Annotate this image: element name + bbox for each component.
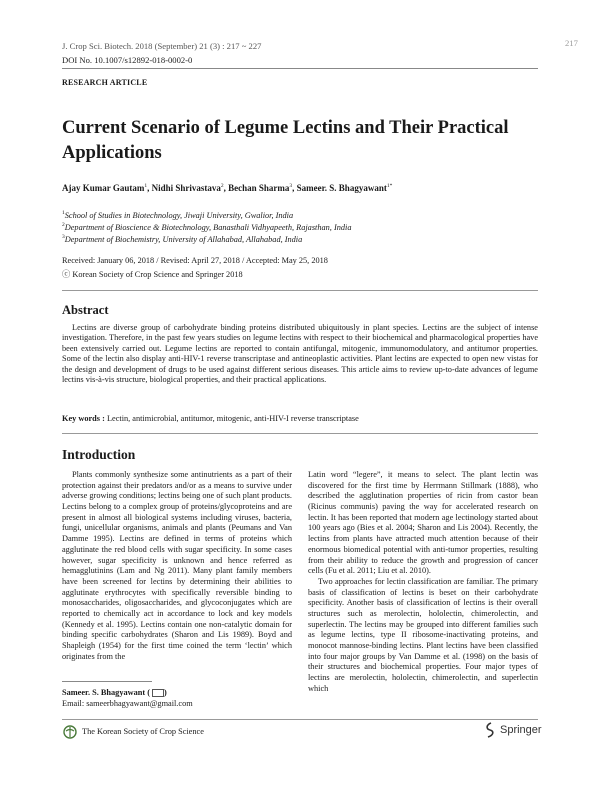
- corresponding-email[interactable]: Email: sameerbhagyawant@gmail.com: [62, 699, 193, 708]
- keywords-label: Key words :: [62, 414, 105, 423]
- article-type: RESEARCH ARTICLE: [62, 78, 148, 87]
- divider: [62, 68, 538, 69]
- body-paragraph: Plants commonly synthesize some antinutrients as a part of their protection against their predators and/or as a means to survive under adverse growing conditions; lectins being one of such plant products. Lectins belong to a complex group of proteins/glycoproteins and are present in almost all biological systems including viruses, bacteria, fungi, unicellular organisms, animals and plants (Peumans and Van Damme 1995). Lectins are defined in terms of proteins which agglutinate the red blood cells with sugar specificity. In some cases however, sugar specificity is unknown and hence referred as hemagglutinins (Lam and Ng 2011). Many plant family members have been screened for lectins by determining their abilities to agglutinate erythrocytes with specifically reversible binding to monosaccharides, oligosaccharides, and glycoconjugates which are reported to chemically act in accordance to lock and key models (Kennedy et al. 1995). Lectins contain one non-catalytic domain for binding specific carbohydrates (Sharon and Lis 1989). Boyd and Shapleigh (1954) for the first time coined the term ‘lectin’ which originates from the: [62, 470, 292, 661]
- divider: [62, 290, 538, 291]
- author-sup: 2: [220, 183, 224, 189]
- affiliation-text: Department of Bioscience & Biotechnology, Banasthali Vidhyapeeth, Rajasthan, India: [64, 222, 352, 232]
- body-column-left: [62, 470, 292, 662]
- author-name: Nidhi Shrivastava: [151, 183, 221, 193]
- divider: [62, 433, 538, 434]
- abstract-text: Lectins are diverse group of carbohydrate binding proteins distributed ubiquitously in plant species. Lectins are the subject of intense investigation. Therefore, in the past few years studies on legume lectins with respect to their biochemical and pharmacological properties have been extensively carried out. Legume lectins are reported to contain antifungal, mitogenic, immunomodulatory, and antitumor properties. Some of the lectin also display anti-HIV-1 reverse transcriptase and antineoplastic activities. Plant lectins are expected to open new vistas for the design and development of drugs to be used against different serious diseases. This article aims to review up-to-date advances of legume lectins vis-à-vis structure, biological properties, and their practical applications.: [62, 323, 538, 385]
- journal-citation: J. Crop Sci. Biotech. 2018 (September) 21 (3) : 217 ~ 227: [62, 41, 262, 51]
- envelope-icon: [152, 689, 164, 697]
- section-heading-introduction: Introduction: [62, 447, 136, 462]
- author-sup: 1*: [386, 183, 393, 189]
- publisher-name: Springer: [500, 724, 542, 736]
- keywords-text: Lectin, antimicrobial, antitumor, mitogenic, anti-HIV-I reverse transcriptase: [106, 414, 359, 423]
- page-number: 217: [565, 38, 578, 48]
- divider: [62, 719, 538, 720]
- author-name: Bechan Sharma: [228, 183, 290, 193]
- affiliation-text: School of Studies in Biotechnology, Jiwaji University, Gwalior, India: [64, 210, 294, 220]
- doi[interactable]: DOI No. 10.1007/s12892-018-0002-0: [62, 55, 193, 65]
- author-list: Ajay Kumar Gautam$^1$, Nidhi Shrivastava$^2$, Bechan Sharma$^3$, Sameer. S. Bhagyawant$^{1*}$: [62, 183, 393, 193]
- affiliation-number: 3: [62, 234, 65, 240]
- body-paragraph: Latin word “legere”, it means to select. The plant lectin was discovered for the first time by Herrmann Stillmark (1888), who described the agglutination properties of ricin from castor bean (Ricinus communis) paving the way for accelerated research on lectin. It has been reported that modern age lectinology started about 100 years ago (Bies et al. 2004; Sharon and Lis 2004). Recently, the lectins from plants have attracted much attention because of their enormous biomedical potential with anti-tumor properties, resulting from their ability to reduce the growth and progression of cancer cells (Fu et al. 2011; Liu et al. 2010).: [308, 470, 538, 576]
- society-name: The Korean Society of Crop Science: [82, 727, 204, 736]
- springer-logo-icon: [484, 722, 498, 738]
- corresponding-author: Sameer. S. Bhagyawant ( ): [62, 688, 167, 697]
- keywords: [62, 414, 538, 423]
- affiliation: [62, 210, 293, 220]
- affiliation-text: Department of Biochemistry, University of Allahabad, Allahabad, India: [64, 234, 303, 244]
- body-column-right: [308, 470, 538, 694]
- author-name: Ajay Kumar Gautam: [62, 183, 145, 193]
- copyright: ⓒ Korean Society of Crop Science and Springer 2018: [62, 270, 243, 279]
- author-name: Sameer. S. Bhagyawant: [296, 183, 387, 193]
- affiliation-number: 1: [62, 210, 65, 216]
- paper-title: Current Scenario of Legume Lectins and Their Practical Applications: [62, 118, 509, 163]
- body-paragraph: Two approaches for lectin classification are familiar. The primary basis of classification of lectins is beset on their carbohydrate specificity. Another basis of classification of lectins is their overall structures such as merolectin, hololectin, chimerolectin, and superlectin. The lectins may be grouped into different families such as legume lectins, type II ribosome-inactivating proteins, and monocot mannose-binding lectins. Plant lectins have been classified into four major groups by Van Damme et al. (1998) on the basis of their structures and biochemical properties. Four major types of lectins are merolectin, hololectin, chimerolectin, and superlectin which: [308, 576, 538, 693]
- abstract-heading: Abstract: [62, 303, 109, 317]
- affiliation: [62, 222, 351, 232]
- article-dates: Received: January 06, 2018 / Revised: April 27, 2018 / Accepted: May 25, 2018: [62, 256, 328, 265]
- author-sup: 1: [144, 183, 148, 189]
- author-sup: 3: [289, 183, 293, 189]
- affiliation-number: 2: [62, 222, 65, 228]
- affiliation: [62, 234, 302, 244]
- footnote-divider: [62, 681, 152, 682]
- society-logo-icon: [62, 725, 78, 739]
